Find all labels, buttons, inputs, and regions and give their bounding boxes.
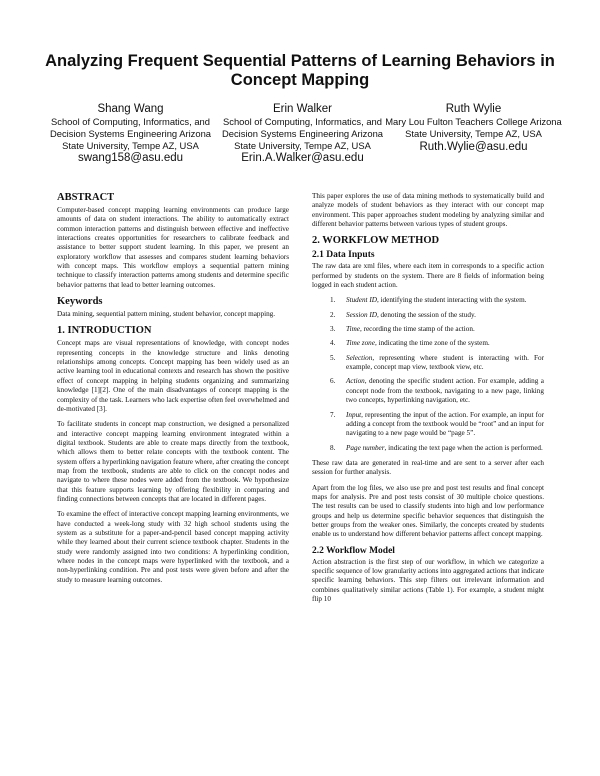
intro-paragraph: To facilitate students in concept map construction, we designed a personalized and interactive concept mapping learning environment integrated within a digital textbook. Students are able to create maps directly from the textbook, which allows them to better relate concepts with the textbook content. The system offers a hyperlinking navigation feature where, after creating the concept map from the textbook, students are able to click on the concept nodes and navigate to where these nodes were added from the textbook. We hypothesize that this feature supports learning by offering flexibility in comparing and finding connections between concepts that are located in different pages. [57, 420, 289, 503]
intro-paragraph: Concept maps are visual representations of knowledge, with concept nodes representing concepts in the knowledge structure and links denoting relationships among concepts. Concept mapping has been widely used as an active learning tool in educational contexts and research has shown the positive effect of concept mapping in helping students organizing and summarizing knowledge [1][2]. One of the main disadvantages of concept mapping is the complexity of the task. Learners who lack expertise often feel overwhelmed and de-motivated [3]. [57, 339, 289, 413]
author-block-2 [210, 102, 395, 165]
right-column [312, 192, 544, 610]
intro-paragraph: To examine the effect of interactive concept mapping learning environments, we have conducted a week-long study with 32 high school students using the system as a substitute for a paper-and-pencil based concept mapping activity while they learned about their current science textbook chapter. Students in the study were randomly assigned into two conditions: A hyperlinking condition, where nodes in the concept maps were hyperlinked with the textbook, and a non-hyperlinking condition. Pre and post tests were given before and after the study to measure learning outcomes. [57, 510, 289, 584]
left-column [57, 192, 289, 591]
workflow-model-heading: 2.2 Workflow Model [312, 545, 395, 556]
list-item: 1. Student ID, identifying the student interacting with the system. [330, 296, 527, 305]
list-item: 3. Time, recording the time stamp of the action. [330, 325, 475, 334]
author-block-3 [381, 102, 566, 154]
author-email: swang158@asu.edu [77, 152, 184, 165]
author-email: Erin.A.Walker@asu.edu [241, 152, 364, 165]
paper-title: Analyzing Frequent Sequential Patterns of Learning Behaviors in Concept Mapping [45, 52, 555, 89]
workflow-model-text: Action abstraction is the first step of our workflow, in which we categorize a specific sequence of low granularity actions into aggregated actions that indicate specific learning behaviors. This step filters out irrelevant information and combines qualitatively similar actions (Table 1). For example, a student might flip 10 [312, 557, 544, 603]
author-block-1 [38, 102, 223, 165]
author-affiliation: School of Computing, Informatics, and Decision Systems Engineering Arizona State University, Tempe AZ, USA [221, 116, 384, 151]
data-inputs-intro: The raw data are xml files, where each item in corresponds to a specific action performed by students on the system. There are 8 fields of information being logged in each student action. [312, 262, 544, 290]
author-affiliation: School of Computing, Informatics, and Decision Systems Engineering Arizona State University, Tempe AZ, USA [49, 116, 212, 151]
author-name: Ruth Wylie [445, 103, 502, 115]
data-inputs-heading: 2.1 Data Inputs [312, 250, 375, 261]
data-inputs-paragraph: These raw data are generated in real-time and are sent to a server after each session for further analysis. [312, 458, 544, 477]
list-item: 5. Selection, representing where student is interacting with. For example, concept map view, textbook view, etc. [330, 353, 544, 372]
author-email: Ruth.Wylie@asu.edu [419, 140, 528, 153]
list-item: 4. Time zone, indicating the time zone of the system. [330, 339, 490, 348]
right-intro-paragraph: This paper explores the use of data mining methods to systematically build and analyze models of student behaviors as they interact with our concept map environment. This paper approaches student modeling by analyzing similar and different behavior patterns between various types of student groups. [312, 192, 544, 229]
keywords-text: Data mining, sequential pattern mining, student behavior, concept mapping. [57, 310, 276, 319]
list-item: 7. Input, representing the input of the action. For example, an input for adding a concept from the textbook would be “root” and an input for navigating to a new page would be “page 5”. [330, 410, 544, 438]
abstract-text: Computer-based concept mapping learning environments can produce large amounts of data on student interactions. The ability to automatically extract common interaction patterns and distinguish between effective and ineffective interactions creates opportunities for researchers to calibrate feedback and assistance to better support student learning. In this paper, we present an exploratory workflow that assesses and compares student learning behaviors with concept maps. This workflow employs a sequential pattern mining technique to classify interaction patterns among students and determine specific behavior patterns that lead to better learning outcomes. [57, 206, 289, 289]
list-item: 6. Action, denoting the specific student action. For example, adding a concept node from the textbook, navigating to a new page, linking two concepts, hyperlinking navigation, etc. [330, 377, 544, 405]
keywords-heading: Keywords [57, 296, 103, 308]
abstract-heading: ABSTRACT [57, 192, 115, 203]
field-list [312, 296, 544, 452]
data-inputs-paragraph: Apart from the log files, we also use pre and post test results and final concept maps for analysis. Pre and post tests consist of 30 multiple choice questions. The test results can be used to classify students into high and low performance groups and help us determine specific behavior sequences that distinguish the better groups from the weaker ones. Similarly, the concepts created by students enable us to understand how different behavior patterns affect concept mapping. [312, 483, 544, 539]
list-item: 2. Session ID, denoting the session of the study. [330, 310, 476, 319]
introduction-heading: 1. INTRODUCTION [57, 325, 152, 337]
workflow-heading: 2. WORKFLOW METHOD [312, 235, 440, 247]
author-affiliation: Mary Lou Fulton Teachers College Arizona State University, Tempe AZ, USA [385, 116, 562, 139]
author-name: Erin Walker [273, 103, 332, 115]
author-name: Shang Wang [97, 103, 164, 115]
list-item: 8. Page number, indicating the text page when the action is performed. [330, 443, 543, 452]
